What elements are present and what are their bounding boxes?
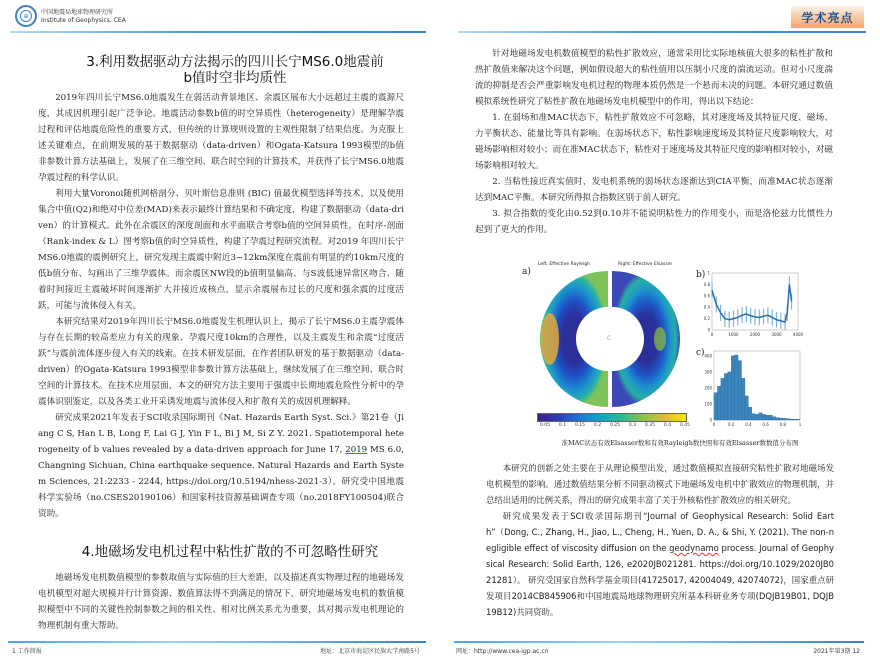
paragraph: 地磁场发电机数值模型的参数取值与实际值的巨大差距，以及描述真实物理过程的地磁场发电机模型对超大规模并行计算资源、数值算法得不到满足的情况下，研究地磁场发电机的数值模拟模型中不同的关键性控制参数之间的相关性、相对比例关系尤为重要，其对揭示发电机理论的物理机制有重大帮助。 bbox=[38, 573, 404, 631]
x-tick-label: 0.2 bbox=[728, 422, 735, 427]
x-tick-label: 0.4 bbox=[745, 422, 752, 427]
histogram-bar bbox=[779, 418, 782, 420]
panel-a-label: a) bbox=[522, 267, 531, 277]
histogram-bar bbox=[772, 417, 775, 420]
histogram-bar bbox=[714, 393, 717, 420]
x-tick-label: 4000 bbox=[792, 332, 804, 337]
underlined-year: 2019 bbox=[345, 445, 368, 455]
conclusion-item: 2. 当粘性接近真实值时，发电机系统的弱场状态逐渐达到CIA平衡，而准MAC状态逐渐达到MAC平衡。本研究所得拟合指数区别于前人研究。 bbox=[475, 177, 833, 203]
histogram-bar bbox=[790, 419, 793, 420]
x-tick-label: 0.8 bbox=[779, 422, 786, 427]
org-name-en: Institute of Geophysics, CEA bbox=[41, 17, 126, 24]
histogram-bar bbox=[728, 372, 731, 420]
figure-caption: 准MAC状态有效Elsasser数和有效Rayleigh数快照和有效Elsasser数数值分布图 bbox=[561, 439, 799, 447]
colorbar-tick: 0.2 bbox=[593, 423, 602, 428]
footer-divider bbox=[8, 641, 426, 643]
figure bbox=[520, 262, 840, 448]
histogram-bar bbox=[769, 415, 772, 420]
y-tick-label: 200 bbox=[704, 385, 712, 391]
y-tick-label: 0 bbox=[709, 417, 712, 423]
x-tick-label: 0 bbox=[710, 332, 714, 337]
institute-logo-icon: ⊕ bbox=[15, 5, 37, 27]
citation-paragraph bbox=[486, 508, 834, 620]
footer-address: 地址：北京市海淀区民族大学南路5号 bbox=[320, 648, 420, 655]
x-tick-label: 2000 bbox=[749, 332, 761, 337]
citation-text: process. Journal of Geophysical Research: Solid Earth, 126, e2020JB021281. https://doi.org/10.1029/2020JB021281）。 研究受国家自然科学基金项目(41725017, 42004049, 42074072)，国家重点研发项目2014CB845906和中国地震局地球物理研究所基本科研业务专项(DQJB19B01, DQJB19B12)共同资助。 bbox=[486, 543, 834, 617]
histogram-bar bbox=[731, 356, 734, 420]
spellcheck-word: geodynamo bbox=[669, 543, 719, 553]
paragraph: 本研究的创新之处主要在于从理论模型出发，通过数值模拟直接研究粘性扩散对地磁场发电机模型的影响。通过数值结果分析不同驱动模式下地磁场发电机中扩散效应的物理机制，并总结出适用的比例关系，得出的研究成果丰富了关于外核粘性扩散效应的相关研究。 bbox=[486, 463, 834, 505]
footer-issue: 2021年第3期 12 bbox=[813, 648, 860, 655]
header-divider bbox=[458, 31, 866, 33]
colorbar-tick: 0.1 bbox=[558, 423, 567, 428]
footer-divider bbox=[454, 641, 864, 643]
y-tick-label: 100 bbox=[704, 401, 712, 407]
warm-spot bbox=[654, 327, 666, 351]
histogram-bar bbox=[717, 386, 720, 420]
innovation-body bbox=[486, 460, 834, 620]
right-title: Right: Effective Elsasser bbox=[618, 262, 673, 267]
y-tick-label: 0.6 bbox=[703, 293, 710, 299]
histogram-bar bbox=[738, 361, 741, 420]
footer-website: 网址：http://www.cea-igp.ac.cn bbox=[456, 648, 549, 655]
section3-body bbox=[38, 90, 404, 522]
histogram-bar bbox=[755, 414, 758, 420]
histogram-bar bbox=[745, 396, 748, 420]
y-tick-label: 0.4 bbox=[703, 304, 710, 310]
colorbar-tick: 0.05 bbox=[539, 423, 551, 428]
y-tick-label: 400 bbox=[704, 353, 712, 359]
histogram-bar bbox=[724, 373, 727, 420]
paragraph: 本研究结果对2019年四川长宁MS6.0地震发生机理认识上，揭示了长宁MS6.0主震孕震体与存在长期的较高差应力有关的现象、孕震尺度10km的合理性，以及主震发生和余震“过度活跃”与震前流体逐步侵入有关的线索。在技术研发层面，在作者团队研发的基于数据驱动（data-driven）的Ogata-Katsura 1993模型非参数计算方法基础上，继续发展了在三维空间、联合时空间的计算技术。在技术应用层面，本文的研究方法主要用于强震中长期地震危险性分析中的孕震体识别鉴定，以及各类工业开采诱发地震与流体侵入和扩散有关的成因机理解释。 bbox=[38, 317, 404, 407]
org-name bbox=[41, 9, 126, 25]
chart-c bbox=[700, 348, 805, 432]
y-tick-label: 300 bbox=[704, 369, 712, 375]
section-badge: 学术亮点 bbox=[791, 6, 864, 28]
y-tick-label: 0.2 bbox=[703, 316, 710, 322]
org-name-cn: 中国地震局地球物理研究所 bbox=[41, 9, 114, 16]
citation-text: MS 6.0, Changning Sichuan, China earthquake sequence. Natural Hazards and Earth System Sciences, 21:2233 - 2244, https://doi.org/10.5194/nhess-2021-3）。研究受中国地震科学实验场（no.CSES20190106）和国家科技资源基础调查专项（no.2018FY100504)联合资助。 bbox=[38, 445, 404, 519]
histogram-bar bbox=[786, 419, 789, 420]
conclusion-item: 3. 拟合指数的变化由0.52到0.10并不能说明粘性力的作用变小，而是洛伦兹力比惯性力起到了更大的作用。 bbox=[475, 209, 833, 235]
section3-title bbox=[60, 54, 410, 86]
conclusion-item: 1. 在弱场和准MAC状态下，粘性扩散效应不可忽略，其对速度场及其特征尺度、磁场、力平衡状态、能量比等具有影响。在弱场状态下，粘性影响速度场及其特征尺度影响较大，对磁场影响相对较小；而在准MAC状态下，粘性对于速度场及其特征尺度的影响相对较小，对磁场影响相对较大。 bbox=[475, 113, 833, 171]
citation-text: 研究成果2021年发表于SCI收录国际期刊《Nat. Hazards Earth Syst. Sci.》第21卷（Jiang C S, Han L B, Long F, Lai G J, Yin F L, Bi J M, Si Z Y. 2021. Spatiotemporal heterogeneity of b values revealed by a data-driven approach for June 17, bbox=[38, 413, 404, 455]
histogram-bar bbox=[783, 418, 786, 420]
colorbar bbox=[537, 413, 687, 422]
histogram-bar bbox=[748, 407, 751, 420]
x-tick-label: 3000 bbox=[771, 332, 782, 337]
panel-c-label: c) bbox=[696, 348, 705, 358]
colorbar-tick: 0.35 bbox=[644, 423, 656, 428]
histogram-bar bbox=[797, 419, 800, 420]
footer-left: 1 工作简报 bbox=[12, 648, 42, 655]
histogram-bar bbox=[793, 419, 796, 420]
paragraph: 针对地磁场发电机数值模型的粘性扩散效应，通常采用比实际地核值大很多的粘性扩散和热扩散值来解决这个问题，例如假设超大的粘性值用以压制小尺度的湍流运动。但对小尺度湍流的抑制是否会严重影响发电机过程的物理本质仍然是一个悬而未决的问题。本研究通过数值模拟系统性研究了粘性扩散在地磁场发电机模型中的作用，得出以下结论： bbox=[475, 49, 833, 107]
histogram-bar bbox=[735, 355, 738, 420]
histogram-bar bbox=[762, 414, 765, 420]
x-tick-label: 1 bbox=[798, 422, 802, 427]
center-mark: C bbox=[607, 335, 612, 342]
chart-b bbox=[700, 270, 805, 340]
section4-body bbox=[38, 570, 404, 634]
histogram-bar bbox=[721, 378, 724, 420]
hot-spot bbox=[541, 313, 559, 365]
section3-title-line2: b值时空非均质性 bbox=[183, 70, 287, 86]
left-title: Left: Effective Rayleigh bbox=[538, 262, 590, 267]
histogram-bar bbox=[759, 413, 762, 420]
y-tick-label: 0 bbox=[707, 327, 710, 333]
histogram-bar bbox=[776, 418, 779, 420]
histogram-bar bbox=[752, 414, 755, 420]
citation-paragraph bbox=[38, 410, 404, 522]
paragraph: 2019年四川长宁MS6.0地震发生在弱活动背景地区、余震区展布大小远超过主震的震源尺度，其成因机理引起广泛争论。地震活动参数b值的时空异质性（heterogeneity）是理解孕震过程和评估地震危险性的重要方式，但传统的计算规则设置的主观性限制了结果信度。为克服上述关键难点，在前期发展的基于数据驱动（data-driven）和Ogata-Katsura 1993模型的b值非参数计算方法基础上，发展了在三维空间、联合时空间的计算技术，并获得了长宁MS6.0地震孕震过程的科学认识。 bbox=[38, 93, 404, 183]
citation-text: 研究成果发表于SCI收录国际期刊“Journal of Geophysical Research: Solid Earth”（Dong, C., Zhang, H., Jiao, L., Cheng, H., Yuen, D. A., & Shi, Y. (2021). The non-negligible effect of viscosity diffusion on the bbox=[486, 511, 834, 553]
histogram-bar bbox=[742, 378, 745, 420]
conclusions-body bbox=[475, 46, 833, 238]
paragraph: 利用大量Voronoi随机网格剖分、贝叶斯信息准则 (BIC) 值最优模型选择等技术，以及使用集合中值(Q2)和绝对中位差(MAD)来表示最终计算结果和不确定度，构建了数据驱动（data-driven）的计算模式。此外在余震区的深度剖面和水平面联合考察b值的空间异质性，在时序-剖面（Rank-index & L）图考察b值的时空异质性，构建了孕震过程研究流程。对2019 年四川长宁MS6.0地震的震例研究上，研究发现主震震中附近3~12km深度在震前有明显的约10km尺度的低b值分布、勾画出了三维孕震体。而余震区NW段的b值明显偏高、与S波低速异常区吻合、随着时间接近主震破坏时间逐渐扩大并接近成核点，显示余震展布过长的尺度和强余震的过度活跃，可能与流体侵入有关。 bbox=[38, 189, 404, 311]
y-tick-label: 0.8 bbox=[703, 281, 710, 287]
x-tick-label: 0.6 bbox=[762, 422, 769, 427]
section4-title: 4.地磁场发电机过程中粘性扩散的不可忽略性研究 bbox=[81, 544, 379, 560]
x-tick-label: 0 bbox=[712, 422, 716, 427]
colorbar-tick: 0.15 bbox=[574, 423, 586, 428]
histogram-bar bbox=[766, 415, 769, 420]
colorbar-tick: 0.3 bbox=[628, 423, 637, 428]
header-divider bbox=[10, 31, 426, 33]
panel-b-label: b) bbox=[696, 270, 706, 280]
colorbar-tick: 0.25 bbox=[609, 423, 621, 428]
y-tick-label: 1 bbox=[707, 270, 710, 276]
colorbar-tick: 0.4 bbox=[663, 423, 672, 428]
section3-title-line1: 3.利用数据驱动方法揭示的四川长宁MS6.0地震前 bbox=[86, 54, 384, 70]
right-page bbox=[440, 0, 880, 659]
colorbar-ticks bbox=[537, 423, 691, 431]
colorbar-tick: 0.45 bbox=[679, 423, 691, 428]
x-tick-label: 1000 bbox=[728, 332, 739, 337]
